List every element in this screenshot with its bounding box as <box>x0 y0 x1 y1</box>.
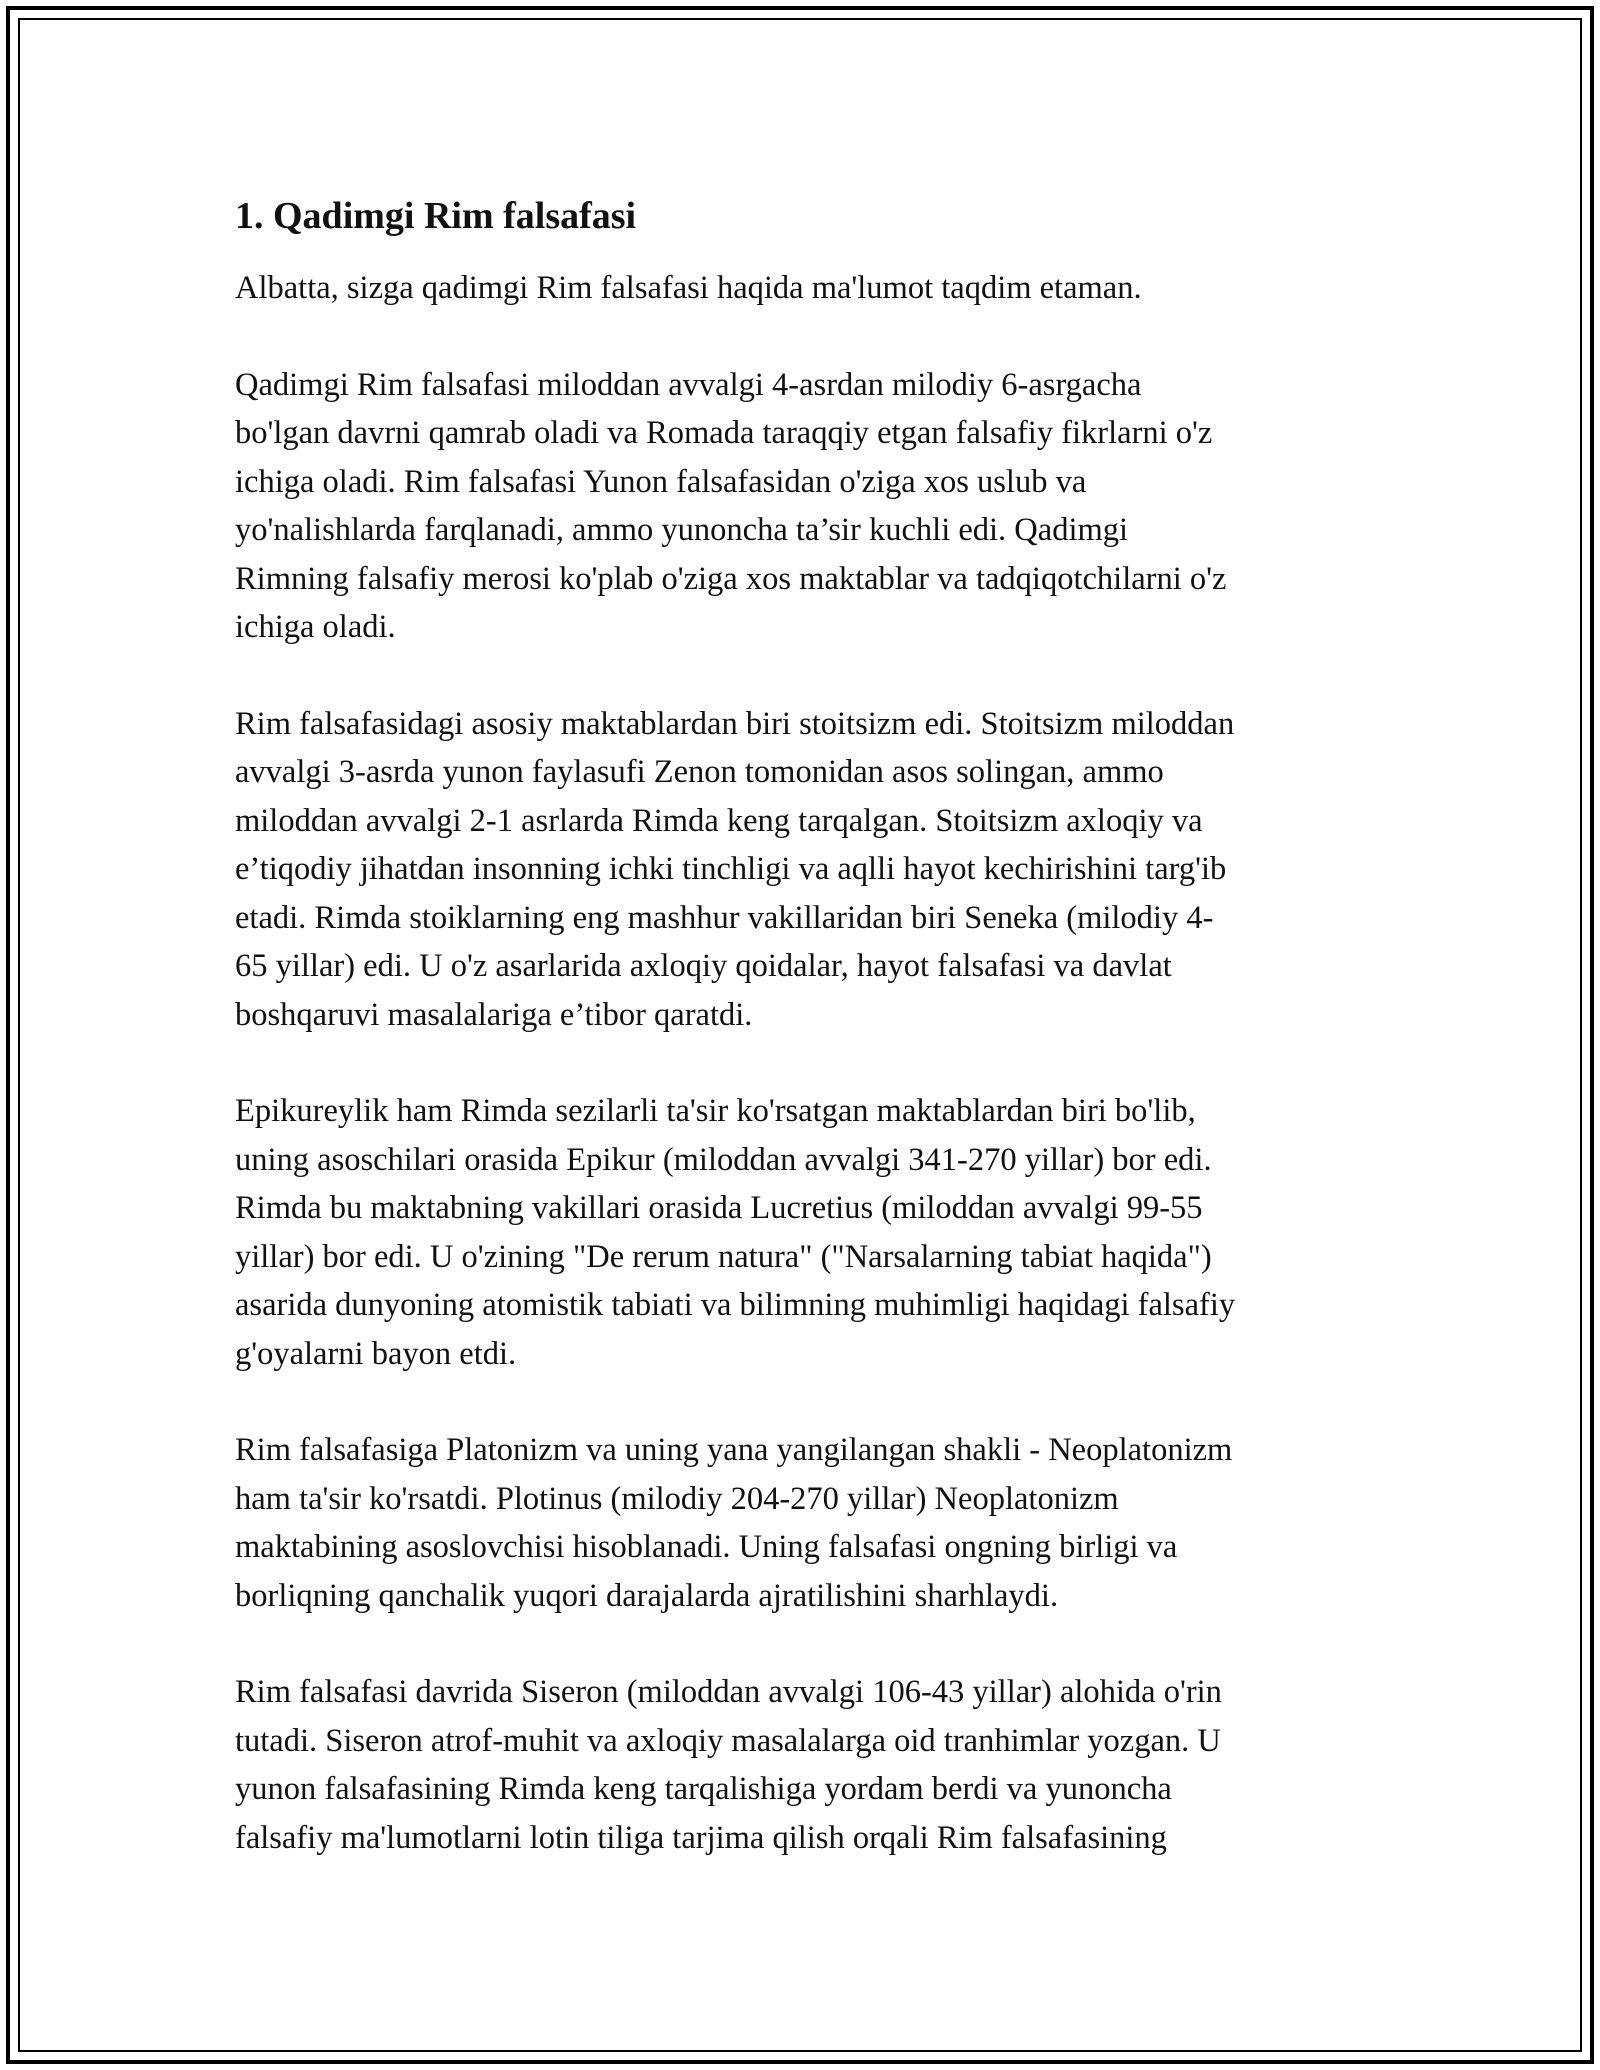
paragraph-epicureanism: Epikureylik ham Rimda sezilarli ta'sir ko'rsatgan maktablardan biri bo'lib, uning asoschilari orasida Epikur (miloddan avvalgi 341-270 yillar) bor edi. Rimda bu maktabning vakillari orasida Lucretius (miloddan avvalgi 99-55 yillar) bor edi. U o'zining "De rerum natura" ("Narsalarning tabiat haqida") asarida dunyoning atomistik tabiati va bilimning muhimligi haqidagi falsafiy g'oyalarni bayon etdi. <box>235 1093 1236 1372</box>
paragraph-stoicism: Rim falsafasidagi asosiy maktablardan biri stoitsizm edi. Stoitsizm miloddan avvalgi 3-asrda yunon faylasufi Zenon tomonidan asos solingan, ammo miloddan avvalgi 2-1 asrlarda Rimda keng tarqalgan. Stoitsizm axloqiy va e’tiqodiy jihatdan insonning ichki tinchligi va aqlli hayot kechirishini targ'ib etadi. Rimda stoiklarning eng mashhur vakillaridan biri Seneka (milodiy 4- 65 yillar) edi. U o'z asarlarida axloqiy qoidalar, hayot falsafasi va davlat boshqaruvi masalalariga e’tibor qaratdi. <box>235 705 1235 1033</box>
document-title: 1. Qadimgi Rim falsafasi <box>235 195 637 237</box>
document-body <box>235 188 1365 1910</box>
paragraph-neoplatonism: Rim falsafasiga Platonizm va uning yana yangilangan shakli - Neoplatonizm ham ta'sir ko'rsatdi. Plotinus (milodiy 204-270 yillar) Neoplatonizm maktabining asoslovchisi hisoblanadi. Uning falsafasi ongning birligi va borliqning qanchalik yuqori darajalarda ajratilishini sharhlaydi. <box>235 1432 1233 1614</box>
paragraph-intro: Albatta, sizga qadimgi Rim falsafasi haqida ma'lumot taqdim etaman. <box>235 270 1142 306</box>
paragraph-cicero: Rim falsafasi davrida Siseron (miloddan avvalgi 106-43 yillar) alohida o'rin tutadi. Siseron atrof-muhit va axloqiy masalalarga oid tranhimlar yozgan. U yunon falsafasining Rimda keng tarqalishiga yordam berdi va yunoncha falsafiy ma'lumotlarni lotin tiliga tarjima qilish orqali Rim falsafasining <box>235 1674 1222 1856</box>
paragraph-overview: Qadimgi Rim falsafasi miloddan avvalgi 4-asrdan milodiy 6-asrgacha bo'lgan davrni qamrab oladi va Romada taraqqiy etgan falsafiy fikrlarni o'z ichiga oladi. Rim falsafasi Yunon falsafasidan o'ziga xos uslub va yo'nalishlarda farqlanadi, ammo yunoncha ta’sir kuchli edi. Qadimgi Rimning falsafiy merosi ko'plab o'ziga xos maktablar va tadqiqotchilarni o'z ichiga oladi. <box>235 366 1227 645</box>
